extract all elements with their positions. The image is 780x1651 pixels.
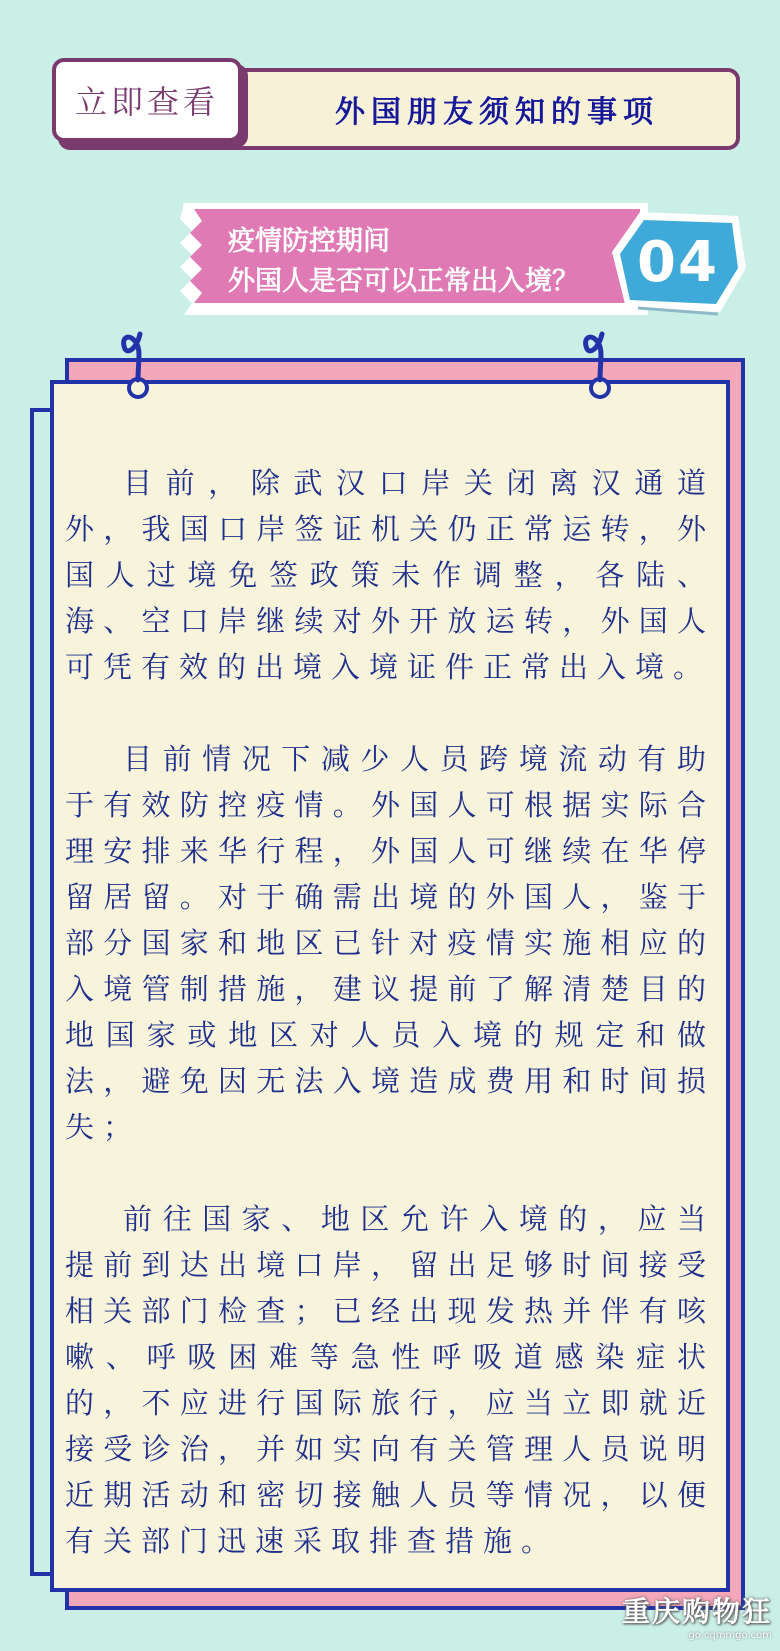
view-now-label: 立即查看	[74, 83, 219, 121]
paragraph-2: 目前情况下减少人员跨境流动有助于有效防控疫情。外国人可根据实际合理安排来华行程，外国人可继续在华停留居留。对于确需出境的外国人，鉴于部分国家和地区已针对疫情实施相应的入境管制措施，建议提前了解清楚目的地国家或地区对人员入境的规定和做法，避免因无法入境造成费用和时间损失；	[65, 742, 715, 1144]
article-body	[65, 460, 715, 1610]
paragraph-3: 前往国家、地区允许入境的，应当提前到达出境口岸，留出足够时间接受相关部门检查；已经出现发热并伴有咳嗽、呼吸困难等急性呼吸道感染症状的，不应进行国际旅行，应当立即就近接受诊治，并如实向有关管理人员说明近期活动和密切接触人员等情况，以便有关部门迅速采取排查措施。	[65, 1202, 715, 1558]
view-now-button[interactable]	[52, 58, 242, 142]
watermark	[622, 1590, 772, 1641]
binder-ring-icon	[580, 320, 620, 430]
binder-ring-icon	[118, 320, 158, 430]
question-line-1: 疫情防控期间	[228, 226, 390, 257]
watermark-url: go.cqmmgo.com	[688, 1630, 772, 1641]
question-number: 04	[637, 229, 719, 295]
watermark-name: 重庆购物狂	[621, 1595, 772, 1628]
header-title: 外国朋友须知的事项	[335, 95, 659, 130]
question-line-2: 外国人是否可以正常出入境？	[228, 266, 579, 297]
paragraph-1: 目前，除武汉口岸关闭离汉通道外，我国口岸签证机关仍正常运转，外国人过境免签政策未作调整，各陆、海、空口岸继续对外开放运转，外国人可凭有效的出境入境证件正常出入境。	[65, 466, 715, 684]
question-text	[228, 222, 648, 302]
